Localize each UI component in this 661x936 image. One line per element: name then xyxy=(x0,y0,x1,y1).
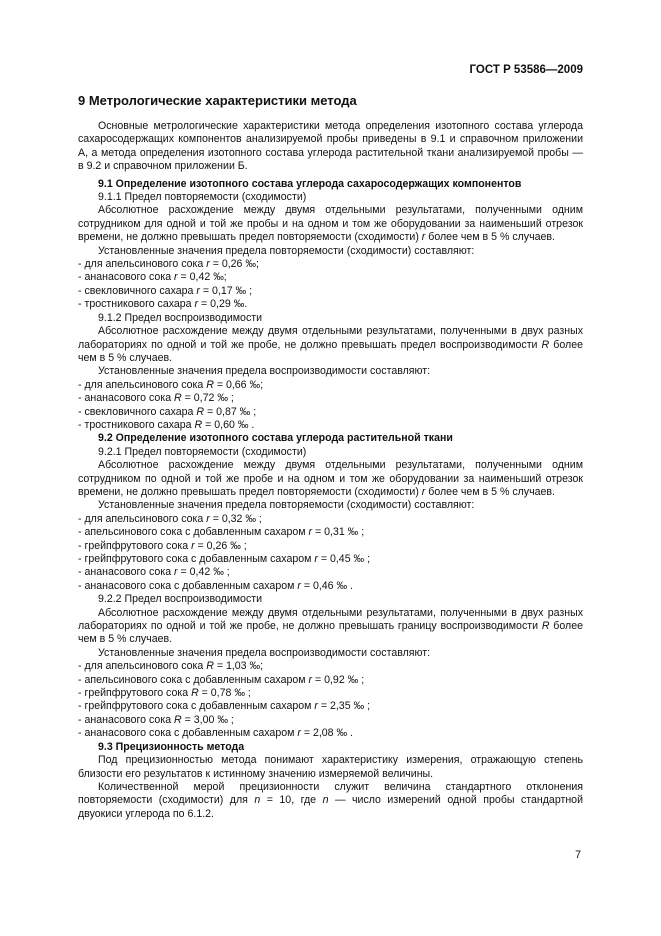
section-9-2-2-text: Абсолютное расхождение между двумя отдельными результатами, полученными в двух разных лабораториях по одной и той же пробе, не должно превышать границу воспроизводимости R более чем в 5 % случаев. xyxy=(78,606,584,646)
list-item: - ананасового сока с добавленным сахаром r = 0,46 ‰ . xyxy=(78,579,353,592)
list-item: - свекловичного сахара r = 0,17 ‰ ; xyxy=(78,284,253,297)
section-9-1-2-text: Абсолютное расхождение между двумя отдельными результатами, полученными в двух разных лабораториях по одной и той же пробе, не должно превышать предел воспроизводимости R более чем в 5 % случаев. xyxy=(78,325,583,364)
list-item: - грейпфрутового сока r = 0,26 ‰ ; xyxy=(78,539,247,552)
section-9-1-title: 9.1 Определение изотопного состава углерода сахаросодержащих компонентов xyxy=(98,177,522,190)
list-item: - для апельсинового сока R = 1,03 ‰; xyxy=(78,660,264,673)
section-9-2-1-text: Абсолютное расхождение между двумя отдельными результатами, полученными одним сотрудником по одной и той же пробе и на одном и том же оборудовании за наименьший отрезок времени, не должно превышать предел повторяемости (сходимости) r более чем в 5 % случаев. xyxy=(78,459,583,498)
section-9-2-title: 9.2 Определение изотопного состава углерода растительной ткани xyxy=(98,432,453,445)
reproducibility-list-9-1-2 xyxy=(78,379,583,433)
section-9-1-2-values-intro: Установленные значения предела воспроизводимости составляют: xyxy=(98,365,431,378)
list-item: - апельсинового сока с добавленным сахаром r = 0,31 ‰ ; xyxy=(78,526,365,539)
section-9-title: 9 Метрологические характеристики метода xyxy=(78,93,357,108)
section-9-2-2-values-intro: Установленные значения предела воспроизводимости составляют: xyxy=(98,646,431,659)
list-item: - для апельсинового сока r = 0,26 ‰; xyxy=(78,258,259,271)
section-9-2-1-title: 9.2.1 Предел повторяемости (сходимости) xyxy=(98,445,307,458)
list-item: - апельсинового сока с добавленным сахаром r = 0,92 ‰ ; xyxy=(78,673,365,686)
section-9-3-p2: Количественной мерой прецизионности служит величина стандартного отклонения повторяемости (сходимости) для n = 10, где n — число измерений одной пробы стандартной двуокиси углерода по 6.1.2. xyxy=(78,780,583,820)
section-9-2-1-values-intro: Установленные значения предела повторяемости (сходимости) составляют: xyxy=(98,499,475,512)
list-item: - грейпфрутового сока R = 0,78 ‰ ; xyxy=(78,687,251,700)
document-body xyxy=(78,120,583,821)
list-item: - грейпфрутового сока с добавленным сахаром r = 2,35 ‰ ; xyxy=(78,700,371,713)
list-item: - для апельсинового сока r = 0,32 ‰ ; xyxy=(78,512,262,525)
section-9-1-1-title: 9.1.1 Предел повторяемости (сходимости) xyxy=(98,191,307,204)
list-item: - ананасового сока R = 3,00 ‰ ; xyxy=(78,713,234,726)
section-9-3-title: 9.3 Прецизионность метода xyxy=(98,740,245,753)
list-item: - тростникового сахара R = 0,60 ‰ . xyxy=(78,418,255,431)
section-9-1-2-title: 9.1.2 Предел воспроизводимости xyxy=(98,311,263,324)
list-item: - тростникового сахара r = 0,29 ‰. xyxy=(78,298,248,311)
standard-header: ГОСТ Р 53586—2009 xyxy=(469,64,583,76)
reproducibility-list-9-2-2 xyxy=(78,660,583,740)
list-item: - ананасового сока r = 0,42 ‰ ; xyxy=(78,566,230,579)
list-item: - ананасового сока с добавленным сахаром r = 2,08 ‰ . xyxy=(78,727,353,740)
section-9-1-1-text: Абсолютное расхождение между двумя отдельными результатами, полученными одним сотрудником для одной и той же пробы и на одном и том же оборудовании за наименьший отрезок времени, не должно превышать предел повторяемости (сходимости) r более чем в 5 % случаев. xyxy=(78,204,583,244)
section-9-intro: Основные метрологические характеристики метода определения изотопного состава углерода сахаросодержащих компонентов анализируемой пробы приведены в 9.1 и справочном приложении А, а метода определения изотопного состава углерода растительной ткани анализируемой пробы — в 9.2 и справочном приложении Б. xyxy=(78,120,583,173)
list-item: - ананасового сока R = 0,72 ‰ ; xyxy=(78,392,234,405)
page-number: 7 xyxy=(575,849,581,861)
section-9-1-1-values-intro: Установленные значения предела повторяемости (сходимости) составляют: xyxy=(98,244,475,257)
list-item: - для апельсинового сока R = 0,66 ‰; xyxy=(78,378,264,391)
list-item: - ананасового сока r = 0,42 ‰; xyxy=(78,271,227,284)
list-item: - грейпфрутового сока с добавленным сахаром r = 0,45 ‰ ; xyxy=(78,553,371,565)
repeatability-list-9-1-1 xyxy=(78,258,583,312)
repeatability-list-9-2-1 xyxy=(78,513,583,593)
section-9-2-2-title: 9.2.2 Предел воспроизводимости xyxy=(98,593,263,606)
list-item: - свекловичного сахара R = 0,87 ‰ ; xyxy=(78,405,257,418)
section-9-3-p1: Под прецизионностью метода понимают характеристику измерения, отражающую степень близости его результатов к истинному значению измеряемой величины. xyxy=(78,754,583,780)
